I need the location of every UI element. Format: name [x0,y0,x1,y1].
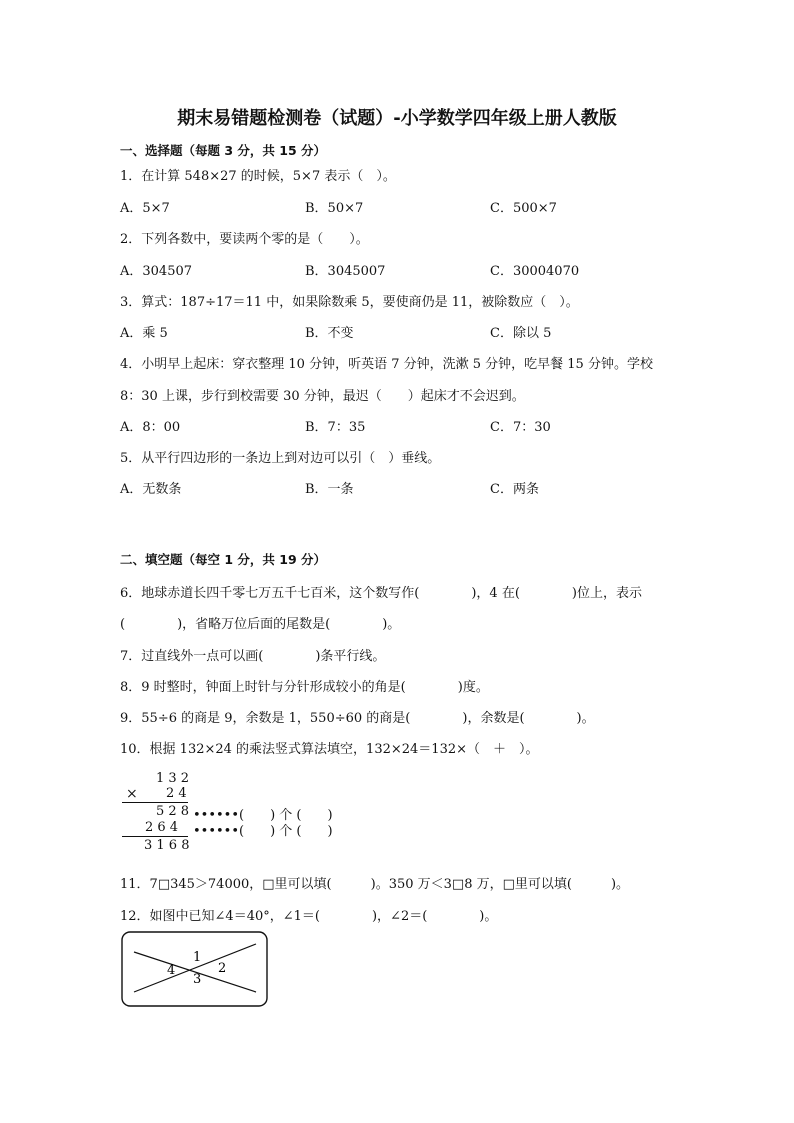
q5-option-c: C．两条 [490,482,539,497]
question-8: 8．9 时整时，钟面上时针与分针形成较小的角是( )度。 [120,680,489,695]
partial-product-1: 5 2 8 [156,804,190,819]
question-4-line-1: 4．小明早上起床：穿衣整理 10 分钟，听英语 7 分钟，洗漱 5 分钟，吃早餐 15 分钟。学校 [120,357,653,372]
q4-option-a: A．8：00 [120,420,181,435]
q2-option-c: C．30004070 [490,264,580,279]
angle-label-1: 1 [193,950,202,965]
angle-label-3: 3 [193,972,202,987]
angle-figure [120,930,270,1010]
rule-line-2 [122,836,188,837]
partial-product-2: 2 6 4 [145,820,179,835]
q2-option-a: A．304507 [120,264,193,279]
page-title: 期末易错题检测卷（试题）-小学数学四年级上册人教版 [177,108,617,129]
partial-product-1-note: ••••••( ) 个 ( ) [193,808,333,823]
question-1: 1．在计算 548×27 的时候，5×7 表示（ ）。 [120,169,396,184]
question-11: 11．7□345＞74000，□里可以填( )。350 万＜3□8 万，□里可以填( )。 [120,877,630,892]
question-12: 12．如图中已知∠4＝40°，∠1＝( )，∠2＝( )。 [120,909,498,924]
q5-option-a: A．无数条 [120,482,182,497]
multiplier: 2 4 [166,786,187,801]
question-2: 2．下列各数中，要读两个零的是（ ）。 [120,232,369,247]
q1-option-c: C．500×7 [490,201,557,216]
q4-option-b: B．7：35 [305,420,366,435]
multiply-sign: × [126,786,138,802]
question-7: 7．过直线外一点可以画( )条平行线。 [120,649,386,664]
figure-frame [122,932,267,1006]
question-3: 3．算式：187÷17＝11 中，如果除数乘 5，要使商仍是 11，被除数应（ ）。 [120,295,579,310]
question-5: 5．从平行四边形的一条边上到对边可以引（ ）垂线。 [120,451,441,466]
q2-option-b: B．3045007 [305,264,386,279]
multiplicand: 1 3 2 [156,771,190,786]
final-product: 3 1 6 8 [144,838,190,853]
q1-option-b: B．50×7 [305,201,364,216]
q3-option-a: A．乘 5 [120,326,168,341]
rule-line-1 [122,802,188,803]
section-heading-fill: 二、填空题（每空 1 分，共 19 分） [120,552,327,567]
angle-label-2: 2 [218,961,227,976]
section-heading-choice: 一、选择题（每题 3 分，共 15 分） [120,143,327,158]
angle-label-4: 4 [167,963,176,978]
q5-option-b: B．一条 [305,482,354,497]
q3-option-c: C．除以 5 [490,326,552,341]
question-6-line-2: ( )，省略万位后面的尾数是( )。 [120,617,401,632]
q4-option-c: C．7：30 [490,420,551,435]
partial-product-2-note: ••••••( ) 个 ( ) [193,824,333,839]
question-9: 9．55÷6 的商是 9，余数是 1，550÷60 的商是( )，余数是( )。 [120,711,595,726]
q3-option-b: B．不变 [305,326,354,341]
question-4-line-2: 8：30 上课，步行到校需要 30 分钟，最迟（ ）起床才不会迟到。 [120,389,525,404]
q1-option-a: A．5×7 [120,201,170,216]
question-10: 10．根据 132×24 的乘法竖式算法填空，132×24＝132×（ ＋ ）。 [120,742,539,757]
question-6-line-1: 6．地球赤道长四千零七万五千七百米，这个数写作( )，4 在( )位上，表示 [120,586,642,601]
